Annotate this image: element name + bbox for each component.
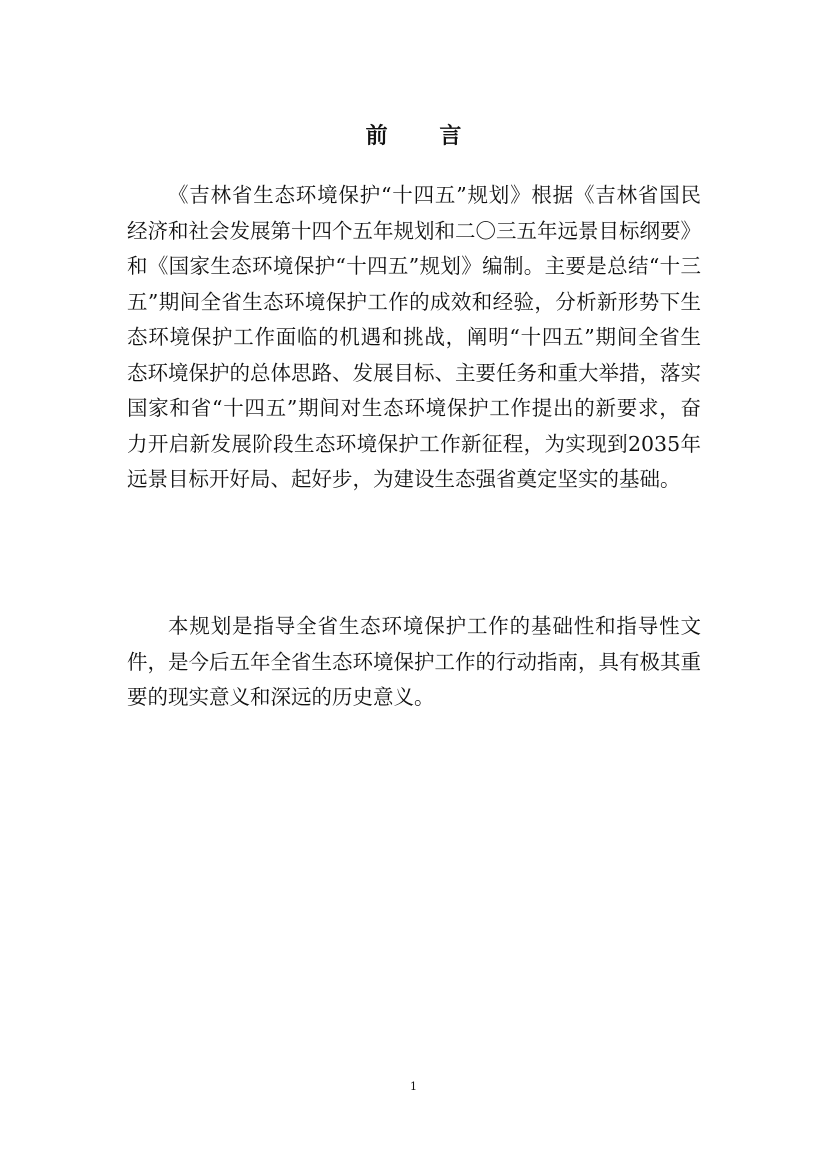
preface-paragraph-2: 本规划是指导全省生态环境保护工作的基础性和指导性文件，是今后五年全省生态环境保护工作的行动指南，具有极其重要的现实意义和深远的历史意义。 xyxy=(127,614,701,709)
page-title: 前 言 xyxy=(365,124,484,149)
page-number: 1 xyxy=(410,1080,417,1093)
preface-paragraph-1: 《吉林省生态环境保护“十四五”规划》根据《吉林省国民经济和社会发展第十四个五年规划和二〇三五年远景目标纲要》和《国家生态环境保护“十四五”规划》编制。主要是总结“十三五”期间全省生态环境保护工作的成效和经验，分析新形势下生态环境保护工作面临的机遇和挑战，阐明“十四五”期间全省生态环境保护的总体思路、发展目标、主要任务和重大举措，落实国家和省“十四五”期间对生态环境保护工作提出的新要求，奋力开启新发展阶段生态环境保护工作新征程，为实现到2035年远景目标开好局、起好步，为建设生态强省奠定坚实的基础。 xyxy=(127,183,701,491)
